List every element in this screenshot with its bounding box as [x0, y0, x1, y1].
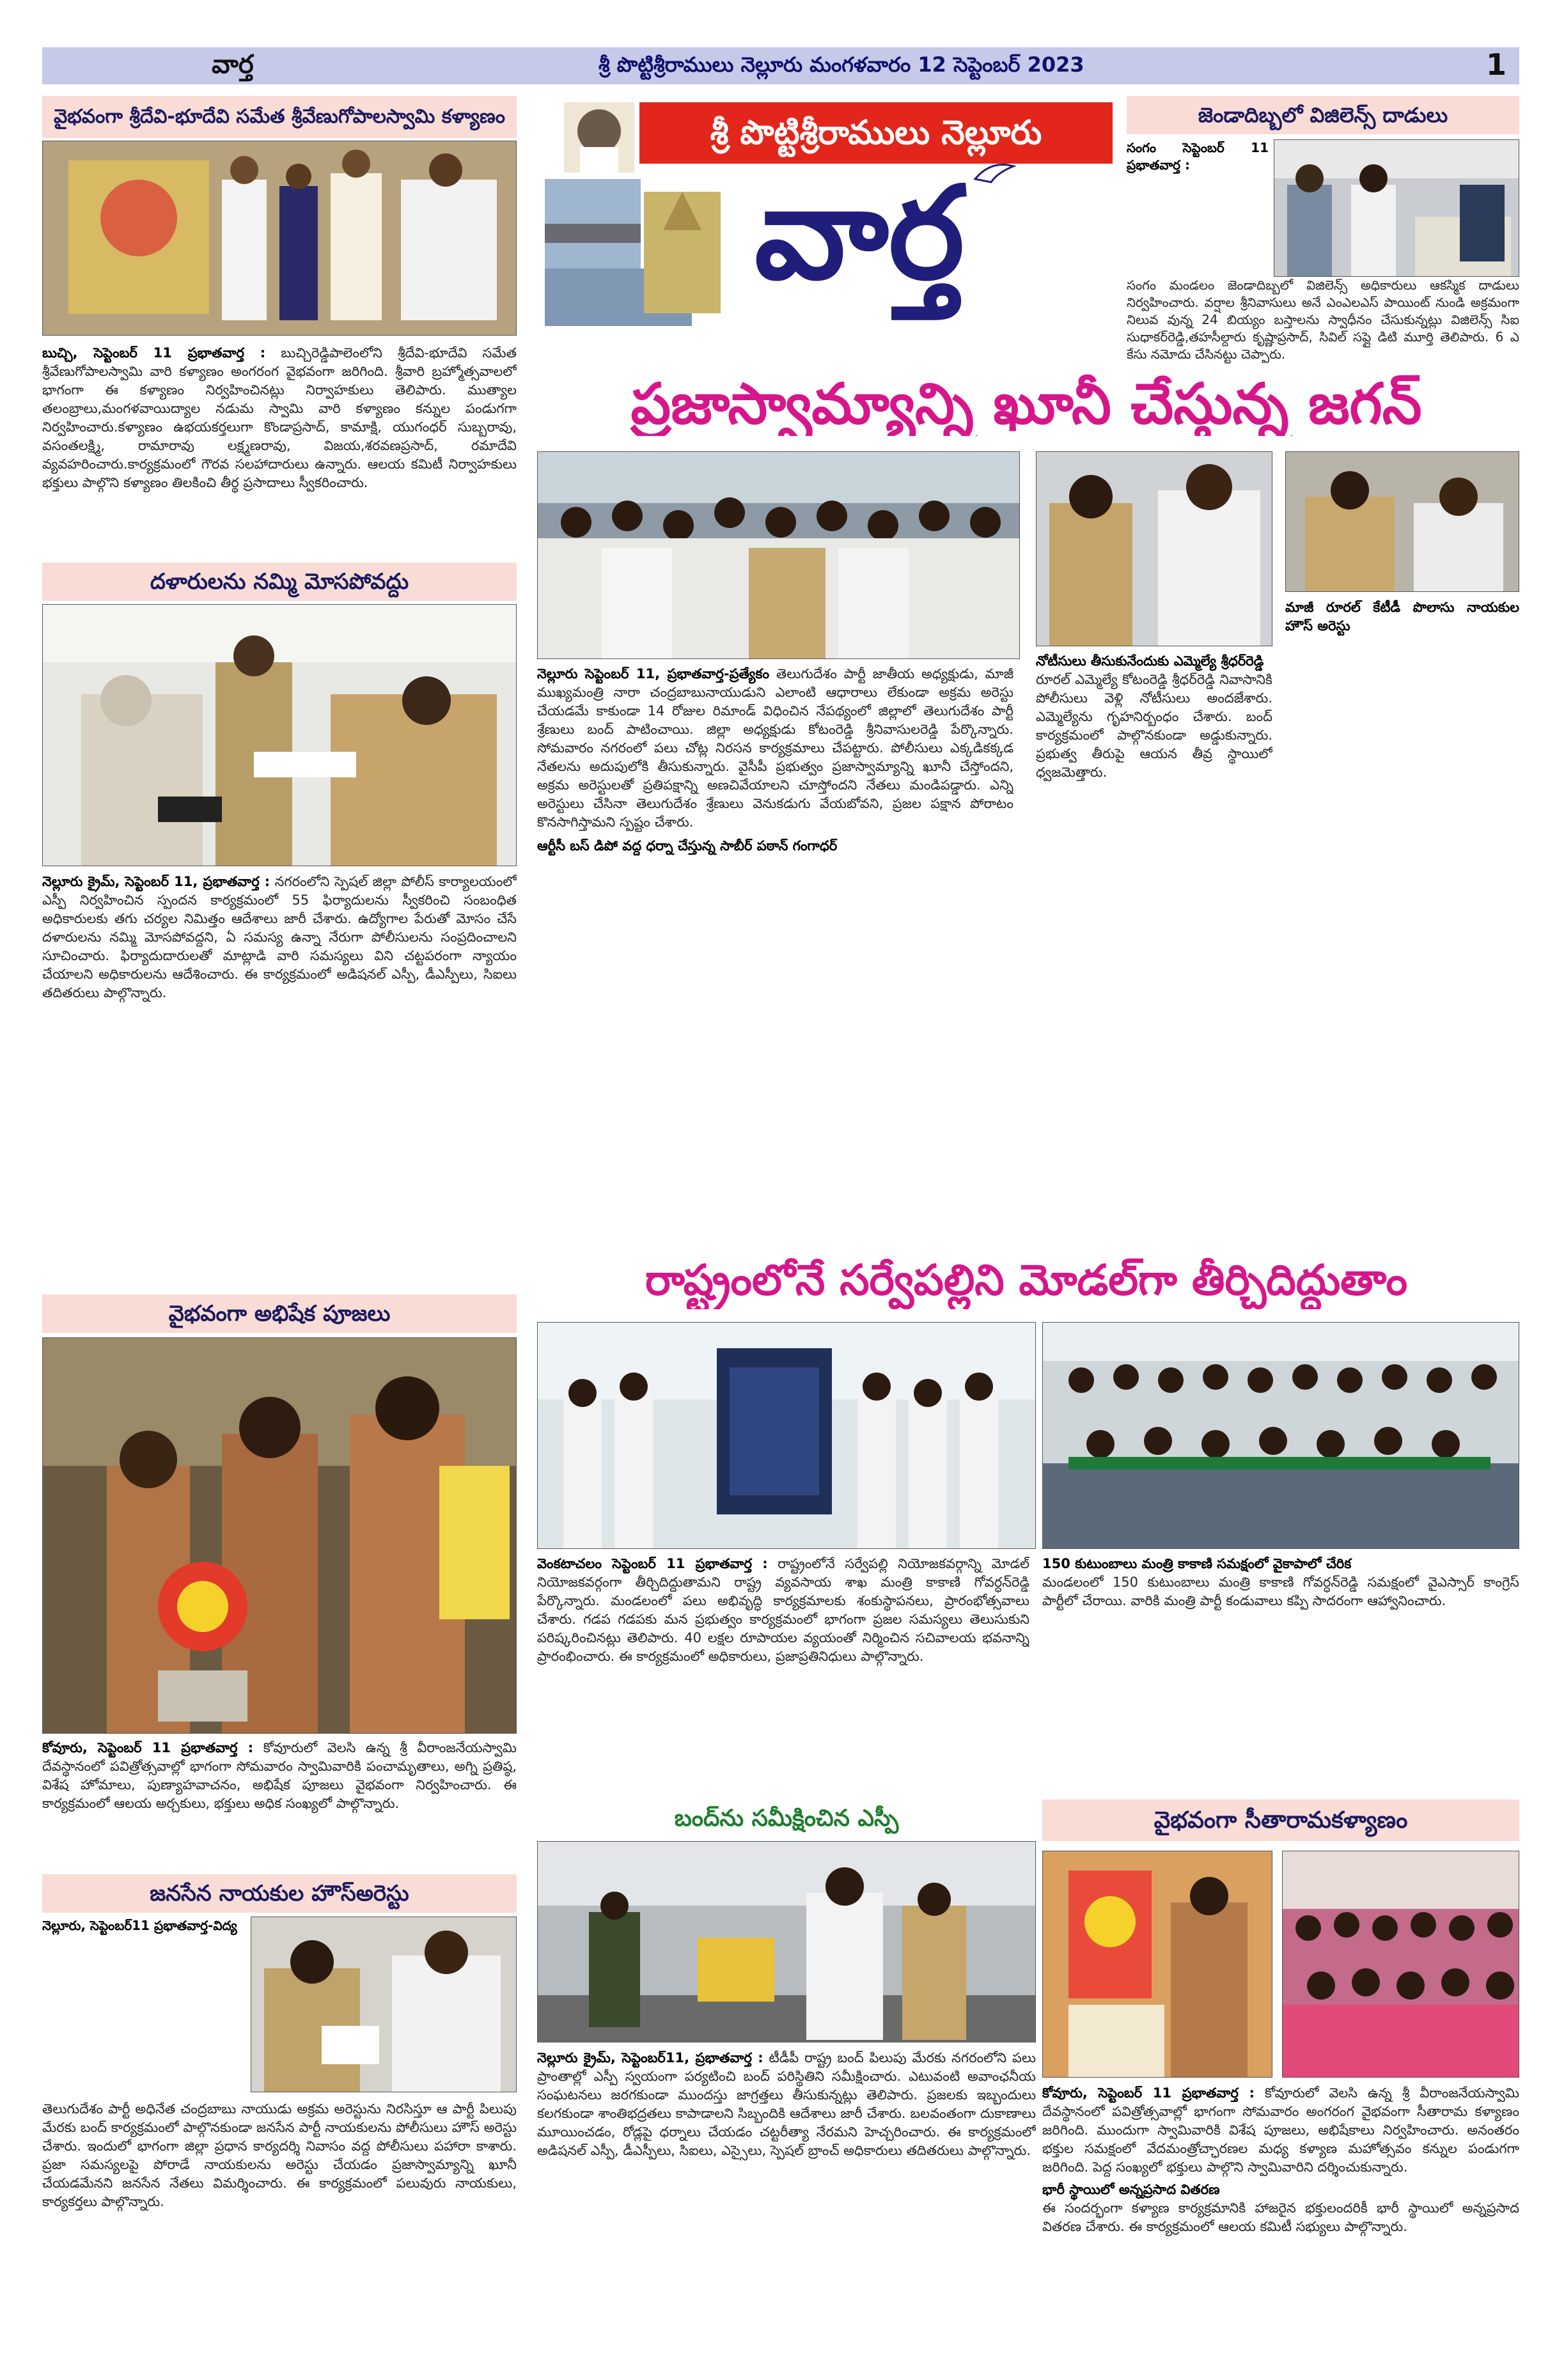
janasena-photo: [251, 1917, 517, 2092]
bandh-photo-scene: [538, 1842, 1036, 2042]
janasena-body: తెలుగుదేశం పార్టీ అధినేత చంద్రబాబు నాయుడు అక్రమ అరెస్టును నిరసిస్తూ ఆ పార్టీ పిలుపు మేరకు బంద్ కార్యక్రమంలో పాల్గొనకుండా జనసేన పార్టీ నాయకులను పోలీసులు హౌస్ అరెస్టు చేశారు. ఇందులో భాగంగా జిల్లా ప్రధాన కార్యదర్శి నివాసం వద్ద పోలీసులు పహారా కాశారు. ప్రజా సమస్యలపై పోరాడే నాయకులను అరెస్టు చేయడం ప్రజాస్వామ్యాన్ని ఖూనీ చేయడమేనని జనసేన నేతలు విమర్శించారు. ఈ కార్యక్రమంలో పలువురు నాయకులు, కార్యకర్తలు పాల్గొన్నారు.: [42, 2101, 517, 2209]
sitarama-photo-ritual: [1042, 1851, 1272, 2078]
sitarama-photo-ritual-scene: [1043, 1851, 1272, 2078]
vigilance-headline: జెండాదిబ్బలో విజిలెన్స్ దాడులు: [1127, 96, 1519, 134]
vigilance-photo: [1274, 139, 1519, 277]
top-bar: [42, 47, 1519, 84]
top-bar-logo: వార్త: [212, 50, 254, 79]
dalarulu-article: [42, 873, 517, 1291]
sitarama-headline: వైభవంగా సీతారామకళ్యాణం: [1042, 1800, 1519, 1841]
sarvepalli-body: రాష్ట్రంలోనే సర్వేపల్లి నియోజకవర్గాన్ని మోడల్ నియోజకవర్గంగా తీర్చిదిద్దుతామని రాష్ట్ర వ్యవసాయ శాఖ మంత్రి కాకాణి గోవర్ధన్‌రెడ్డి పేర్కొన్నారు. మండలంలో పలు అభివృద్ధి కార్యక్రమాలకు శంకుస్థాపనలు, ప్రారంభోత్సవాలు చేశారు. గడప గడపకు మన ప్రభుత్వం కార్యక్రమంలో భాగంగా ప్రజల సమస్యలు తెలుసుకుని పరిష్కరించినట్లు తెలిపారు. 40 లక్షల రూపాయల వ్యయంతో నిర్మించిన సచివాలయ భవనాన్ని ప్రారంభించారు. ఈ కార్యక్రమంలో అధికారులు, ప్రజాప్రతినిధులు పాల్గొన్నారు.: [537, 1556, 1029, 1664]
kalyanam-photo: [42, 141, 517, 336]
jagan-photo-main-scene: [538, 452, 1020, 659]
jagan-subhead-2: నోటీసులు తీసుకునేందుకు ఎమ్మెల్యే శ్రీధర్‌రెడ్డి: [1036, 653, 1264, 669]
janasena-headline: జనసేన నాయకుల హౌస్‌అరెస్టు: [42, 1874, 517, 1913]
vigilance-body-block: [1127, 277, 1519, 366]
jagan-photo-house-arrest-scene: [1037, 452, 1272, 646]
sitarama-photo-devotees-scene: [1283, 1851, 1519, 2078]
top-bar-dateline: శ్రీ పొట్టిశ్రీరాములు నెల్లూరు మంగళవారం 12 సెప్టెంబర్ 2023: [599, 52, 1084, 77]
bandh-dateline: నెల్లూరు క్రైమ్, సెప్టెంబర్11, ప్రభాతవార్త :: [537, 2050, 763, 2065]
vigilance-body: సంగం మండలం జెండాదిబ్బలో విజిలెన్స్ అధికారులు ఆకస్మిక దాడులు నిర్వహించారు. వర్షాల శ్రీనివాసులు అనే ఎంఎలఎస్ పాయింట్ నుండి అక్రమంగా నిలువ వున్న 24 బియ్యం బస్తాలను స్వాధీనం చేసుకున్నట్లు విజిలెన్స్ సిఐ సుధాకర్‌రెడ్డి,తహసీల్దారు కృష్ణాప్రసాద్, సివిల్ సప్లై డిటి మూర్తి తెలిపారు. 6 ఎ కేసు నమోదు చేసినట్టు చెప్పారు.: [1127, 277, 1519, 362]
bandh-photo: [537, 1841, 1036, 2042]
jagan-subhead: ఆర్టీసీ బస్ డిపో వద్ద ధర్నా చేస్తున్న సాబీర్ పఠాన్ గంగాధర్: [537, 838, 838, 853]
jagan-article-right: [1036, 652, 1272, 1259]
jagan-body-2: రూరల్ ఎమ్మెల్యే కోటంరెడ్డి శ్రీధర్‌రెడ్డి నివాసానికి పోలీసులు వెళ్లి నోటీసులు అందజేశారు. ఎమ్మెల్యేను గృహనిర్బంధం చేశారు. బంద్ కార్యక్రమంలో పాల్గొనకుండా అడ్డుకున్నారు. ప్రభుత్వ తీరుపై ఆయన తీవ్ర స్థాయిలో ధ్వజమెత్తారు.: [1036, 672, 1272, 780]
jagan-photo-notice-scene: [1286, 452, 1519, 592]
abhisheka-photo: [42, 1337, 517, 1734]
jagan-body: తెలుగుదేశం పార్టీ జాతీయ అధ్యక్షుడు, మాజీ ముఖ్యమంత్రి నారా చంద్రబాబునాయుడుని ఎలాంటి ఆధారాలు లేకుండా అక్రమ అరెస్టు చేయడమే కాకుండా 14 రోజుల రిమాండ్ విధించిన నేపథ్యంలో జిల్లాలో తెలుగుదేశం పార్టీ శ్రేణులు బంద్ పాటించాయి. జిల్లా అధ్యక్షుడు కోటంరెడ్డి శ్రీనివాసులరెడ్డి పేర్కొన్నారు. సోమవారం నగరంలో పలు చోట్ల నిరసన కార్యక్రమాలు చేపట్టారు. పోలీసులు ఎక్కడికక్కడ నేతలను అదుపులోకి తీసుకున్నారు. వైసీపీ ప్రభుత్వం ప్రజాస్వామ్యాన్ని ఖూనీ చేస్తోందని, అక్రమ అరెస్టులతో ప్రతిపక్షాన్ని అణచివేయాలని చూస్తోందని నేతలు మండిపడ్డారు. ఎన్ని అరెస్టులు చేసినా తెలుగుదేశం శ్రేణులు వెనుకడుగు వేయబోవని, ప్రజల పక్షాన పోరాటం కొనసాగిస్తామని స్పష్టం చేశారు.: [537, 666, 1013, 830]
janasena-photo-scene: [251, 1917, 517, 2092]
abhisheka-body: కోవూరులో వెలసి ఉన్న శ్రీ వీరాంజనేయస్వామి దేవస్థానంలో పవిత్రోత్సవాల్లో భాగంగా సోమవారం స్వామివారికి పంచామృతాలు, అగ్ని ప్రతిష్ఠ, విశేష హోమాలు, పుణ్యాహవాచనం, అభిషేక పూజలు వైభవంగా నిర్వహించారు. ఈ కార్యక్రమంలో ఆలయ అర్చకులు, భక్తులు అధిక సంఖ్యలో పాల్గొన్నారు.: [42, 1740, 517, 1811]
vigilance-photo-scene: [1274, 140, 1519, 277]
kalyanam-article: [42, 344, 517, 560]
jagan-dateline: నెల్లూరు సెప్టెంబర్ 11, ప్రభాతవార్త-ప్రత్యేకం: [537, 666, 769, 681]
kalyanam-photo-scene: [43, 141, 517, 336]
jagan-photo-notice: [1285, 451, 1519, 592]
abhisheka-article: [42, 1739, 517, 1873]
vigilance-article: [1127, 139, 1269, 270]
bandh-article: [537, 2049, 1036, 2372]
sitarama-subhead: భారీ స్థాయిలో అన్నప్రసాద వితరణ: [1042, 2182, 1220, 2197]
janasena-article: [42, 2100, 517, 2368]
jagan-article: [537, 665, 1013, 1259]
kalyanam-dateline: బుచ్చి, సెప్టెంబర్ 11 ప్రభాతవార్త :: [42, 345, 266, 361]
sarvepalli-photo-joining: [1042, 1322, 1519, 1549]
jagan-photo-house-arrest: [1036, 451, 1272, 646]
dove-icon: [972, 160, 1017, 185]
sarvepalli-photo-inauguration-scene: [538, 1323, 1036, 1549]
vigilance-dateline: సంగం సెప్టెంబర్ 11 ప్రభాతవార్త :: [1127, 140, 1269, 173]
jagan-subhead-3: మాజీ రూరల్ కేటీడీ పొలాసు నాయకుల హౌస్ అరెస్టు: [1285, 600, 1519, 634]
sarvepalli-dateline: వెంకటాచలం సెప్టెంబర్ 11 ప్రభాతవార్త :: [537, 1556, 768, 1571]
abhisheka-dateline: కోవూరు, సెప్టెంబర్ 11 ప్రభాతవార్త :: [42, 1740, 254, 1755]
janasena-article-top: [42, 1917, 240, 2121]
sarvepalli-photo-inauguration: [537, 1322, 1036, 1549]
bandh-headline: బంద్‌ను సమీక్షించిన ఎస్పీ: [674, 1805, 899, 1832]
dalarulu-body: నగరంలోని స్పెషల్ జిల్లా పోలీస్ కార్యాలయంలో ఎస్పీ నిర్వహించిన స్పందన కార్యక్రమంలో 55 ఫిర్యాదులను స్వీకరించి సంబంధిత అధికారులకు తగు చర్యల నిమిత్తం ఆదేశాలు జారీ చేశారు. ఉద్యోగాల పేరుతో మోసం చేసే దళారులను నమ్మి మోసపోవద్దని, ఏ సమస్య ఉన్నా నేరుగా పోలీసులను సంప్రదించాలని సూచించారు. ఫిర్యాదుదారులతో మాట్లాడి వారి సమస్యలు విని చట్టపరంగా న్యాయం చేయాలని అధికారులను ఆదేశించారు. ఈ కార్యక్రమంలో అడిషనల్ ఎస్పీ, డీఎస్పీలు, సిఐలు తదితరులు పాల్గొన్నారు.: [42, 874, 517, 1000]
dalarulu-headline: దళారులను నమ్మి మోసపోవద్దు: [42, 563, 517, 601]
kalyanam-headline: వైభవంగా శ్రీదేవి-భూదేవి సమేత శ్రీవేణుగోపాలస్వామి కళ్యాణం: [42, 96, 517, 138]
dalarulu-photo: [42, 604, 517, 866]
sarvepalli-subhead: 150 కుటుంబాలు మంత్రి కాకాణి సమక్షంలో వైకాపాలో చేరిక: [1042, 1556, 1352, 1571]
sitarama-dateline: కోవూరు, సెప్టెంబర్ 11 ప్రభాతవార్త :: [1042, 2085, 1255, 2101]
abhisheka-photo-scene: [43, 1338, 517, 1734]
page-number: 1: [1485, 47, 1506, 82]
dalarulu-dateline: నెల్లూరు క్రైమ్, సెప్టెంబర్ 11, ప్రభాతవార్త :: [42, 874, 270, 889]
sarvepalli-photo-joining-scene: [1043, 1323, 1519, 1549]
sitarama-body-2: ఈ సందర్భంగా కళ్యాణ కార్యక్రమానికి హాజరైన భక్తులందరికీ భారీ స్థాయిలో అన్నప్రసాద వితరణ చేశారు. ఈ కార్యక్రమంలో ఆలయ కమిటీ సభ్యులు పాల్గొన్నారు.: [1042, 2200, 1519, 2234]
janasena-dateline: నెల్లూరు, సెప్టెంబర్11 ప్రభాతవార్త-విద్య: [42, 1918, 237, 1933]
sarvepalli-headline: రాష్ట్రంలోనే సర్వేపల్లిని మోడల్‌గా తీర్చిదిద్దుతాం: [645, 1256, 1408, 1305]
kalyanam-body: బుచ్చిరెడ్డిపాలెంలోని శ్రీదేవి-భూదేవి సమేత శ్రీవేణుగోపాలస్వామి వారి కళ్యాణం అంగరంగ వైభవంగా జరిగింది. శ్రీవారి బ్రహ్మోత్సవాలలో భాగంగా ఈ కళ్యాణం నిర్వహించినట్లు నిర్వాహకులు తెలిపారు. ముత్యాల తలంబ్రాలు,మంగళవాయిద్యాల నడుమ స్వామి వారి కళ్యాణం కన్నుల పండుగగా నిర్వహించారు.కళ్యాణం ఉభయకర్తలుగా కొండాప్రసాద్, కామాక్షి, యుగంధర్ సుబ్బరావు, వసంతలక్ష్మి, రామారావు లక్ష్మణరావు, విజయ,శరవణప్రసాద్, రమాదేవి వ్యవహరించారు.కార్యక్రమంలో గౌరవ సలహాదారులు ఉన్నారు. ఆలయ కమిటీ నిర్వాహకులు భక్తులు పాల్గొని కళ్యాణం తిలకించి తీర్థ ప్రసాదాలు స్వీకరించారు.: [42, 345, 517, 490]
sitarama-photo-devotees: [1282, 1851, 1519, 2078]
sitarama-article: [1042, 2084, 1519, 2372]
sarvepalli-body-2: మండలంలో 150 కుటుంబాలు మంత్రి కాకాణి గోవర్ధన్‌రెడ్డి సమక్షంలో వైఎస్సార్ కాంగ్రెస్ పార్టీలో చేరాయి. వారికి మంత్రి పార్టీ కండువాలు కప్పి సాదరంగా ఆహ్వానించారు.: [1042, 1575, 1519, 1608]
dalarulu-photo-scene: [43, 605, 517, 866]
jagan-article-far-right: [1285, 598, 1519, 1257]
masthead-logo: వార్త: [755, 158, 965, 308]
jagan-headline: ప్రజాస్వామ్యాన్ని ఖూనీ చేస్తున్న జగన్: [630, 372, 1422, 436]
bandh-body: టీడీపీ రాష్ట్ర బంద్ పిలుపు మేరకు నగరంలోని పలు ప్రాంతాల్లో ఎస్పీ స్వయంగా పర్యటించి బంద్ పరిస్థితిని సమీక్షించారు. ఎటువంటి అవాంఛనీయ సంఘటనలు జరగకుండా ముందస్తు జాగ్రత్తలు తీసుకున్నట్లు తెలిపారు. ప్రజలకు ఇబ్బందులు కలగకుండా శాంతిభద్రతలు కాపాడాలని సిబ్బందికి ఆదేశాలు జారీ చేశారు. బలవంతంగా దుకాణాలు మూయించడం, రోడ్లపై ధర్నాలు చేయడం చట్టరీత్యా నేరమని హెచ్చరించారు. ఈ కార్యక్రమంలో అడిషనల్ ఎస్పీ, డీఎస్పీలు, సిఐలు, ఎస్సైలు, స్పెషల్ బ్రాంచ్ అధికారులు తదితరులు పాల్గొన్నారు.: [537, 2050, 1036, 2158]
sitarama-body: కోవూరులో వెలసి ఉన్న శ్రీ వీరాంజనేయస్వామి దేవస్థానంలో పవిత్రోత్సవాల్లో భాగంగా సోమవారం అంగరంగ వైభవంగా సీతారామ కళ్యాణం జరిగింది. ముందుగా స్వామివారికి విశేష పూజలు, అభిషేకాలు నిర్వహించారు. అనంతరం భక్తుల సమక్షంలో వేదమంత్రోచ్ఛారణల మధ్య కళ్యాణ మహోత్సవం కన్నుల పండుగగా జరిగింది. పెద్ద సంఖ్యలో భక్తులు పాల్గొని స్వామివారిని దర్శించుకున్నారు.: [1042, 2085, 1519, 2175]
sarvepalli-article-right: [1042, 1555, 1519, 1798]
masthead-edition: శ్రీ పొట్టిశ్రీరాములు నెల్లూరు: [639, 102, 1113, 164]
abhisheka-headline: వైభవంగా అభిషేక పూజలు: [42, 1295, 517, 1333]
jagan-photo-main: [537, 451, 1020, 659]
